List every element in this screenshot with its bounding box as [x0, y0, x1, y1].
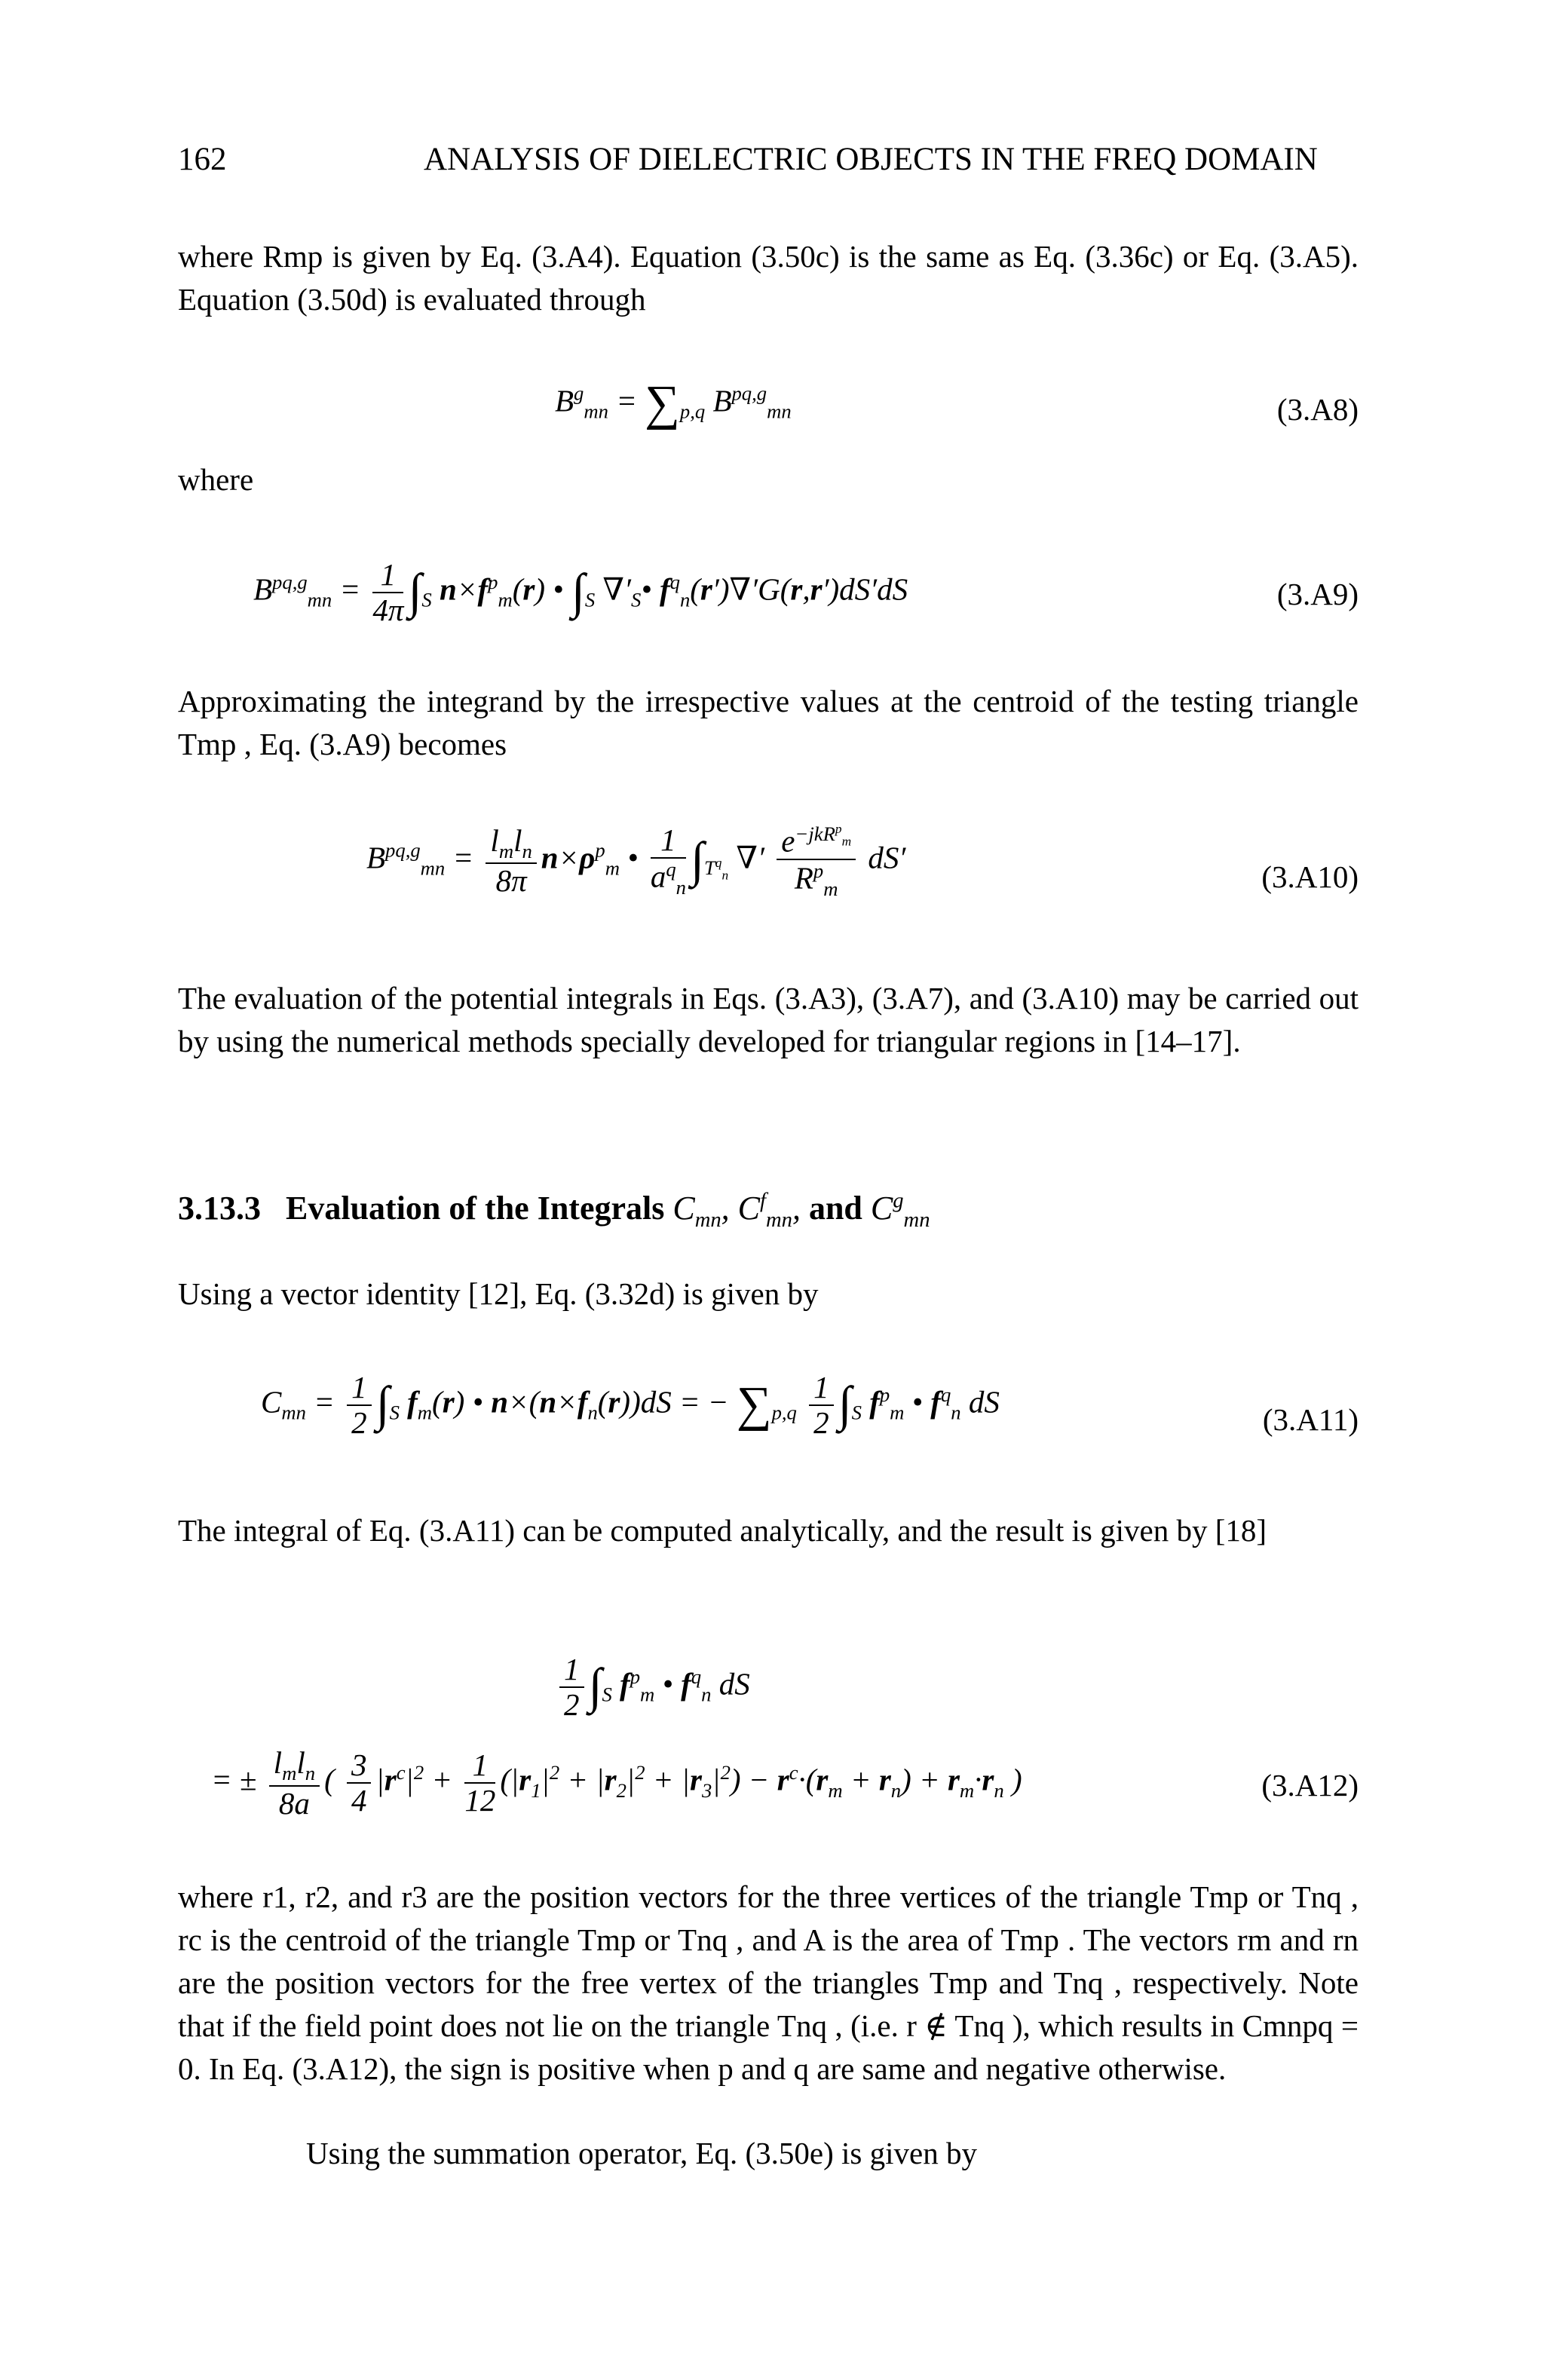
paragraph-1: where Rmp is given by Eq. (3.A4). Equation (3.50c) is the same as Eq. (3.36c) or Eq. (3.A5). Equation (3.50d) is evaluated through [178, 239, 1359, 317]
paragraph-5: The integral of Eq. (3.A11) can be computed analytically, and the result is given by [18] [178, 1513, 1267, 1548]
equation-a12-line2: = ± $\frac{l_ml_n}{8a}$ ( $\frac{3}{4}$ $|r^c|^2$ + $\frac{1}{12}$ $(|r_1|^2 + |r_2|^2 + |r_3|^2) - r^c\cdot(r_m + r_n) + r_m\cdot r_n$ ) [211, 1745, 1022, 1821]
paragraph-2: Approximating the integrand by the irrespective values at the centroid of the testing triangle Tmp , Eq. (3.A9) becomes [178, 684, 1359, 761]
equation-a9-label: (3.A9) [1276, 577, 1359, 611]
equation-a8: $B^g_{mn} = \sum_{p,q}$ $B^{pq,g}_{mn}$ [555, 376, 792, 430]
equation-a11: $C_{mn}$ = $\frac{1}{2}$ $\int_S$ $f_m(r)$ • $n\times(n\times f_n(r))dS$ = − $\sum_{p,q}$ $\frac{1}{2}$ $\int_S$ $f^p_m$ • $f^q_n$ dS [261, 1370, 1000, 1441]
where-label: where [178, 462, 254, 497]
equation-a12-line1: $\frac{1}{2}$ $\int_S$ $f^p_m$ • $f^q_n$ dS [555, 1653, 750, 1722]
running-title: ANALYSIS OF DIELECTRIC OBJECTS IN THE FREQ DOMAIN [424, 142, 1318, 177]
equation-a12-label: (3.A12) [1261, 1768, 1359, 1803]
section-title: Evaluation of the Integrals [286, 1190, 665, 1227]
paragraph-6: where r1, r2, and r3 are the position vectors for the three vertices of the triangle Tmp or Tnq , rc is the centroid of the triangle Tmp or Tnq , and A is the area of Tmp . The vectors rm and rn are the position vectors for the free vertex of the triangles Tmp and Tnq , respectively. Note that if the field point does not lie on the triangle Tnq , (i.e. r ∉ Tnq ), which results in Cmnpq = 0. In Eq. (3.A12), the sign is positive when p and q are same and negative otherwise. [178, 1879, 1359, 2086]
paragraph-3: The evaluation of the potential integrals in Eqs. (3.A3), (3.A7), and (3.A10) may be carried out by using the numerical methods specially developed for triangular regions in [14–17]. [178, 981, 1359, 1058]
equation-a9: $B^{pq,g}_{mn}$ = $\frac{1}{4\pi}$ $\int_S$ $n\times f^p_m(r)$ • $\int_S$ $\nabla'_S•$ $f^q_n(r')\nabla'G(r,r')dS'dS$ [253, 557, 908, 628]
equation-a10: $B^{pq,g}_{mn}$ = $\frac{l_ml_n}{8\pi}$ $n\times\rho^p_m$ • $\frac{1}{a^q_n}$ $\int_{T^q_n}$ ∇′ $\frac{e^{-jkR^p_m}}{R^p_m}$ dS′ [366, 822, 906, 900]
section-heading: 3.13.3 Evaluation of the Integrals $C_{mn}$, $C^f_{mn}$, and $C^g_{mn}$ [178, 1189, 930, 1232]
equation-a10-label: (3.A10) [1261, 859, 1359, 894]
equation-a8-label: (3.A8) [1276, 392, 1359, 427]
paragraph-7: Using the summation operator, Eq. (3.50e) is given by [306, 2136, 977, 2170]
paragraph-4: Using a vector identity [12], Eq. (3.32d) is given by [178, 1276, 819, 1311]
equation-a11-label: (3.A11) [1262, 1402, 1359, 1437]
page-number: 162 [178, 142, 227, 177]
section-number: 3.13.3 [178, 1190, 261, 1227]
